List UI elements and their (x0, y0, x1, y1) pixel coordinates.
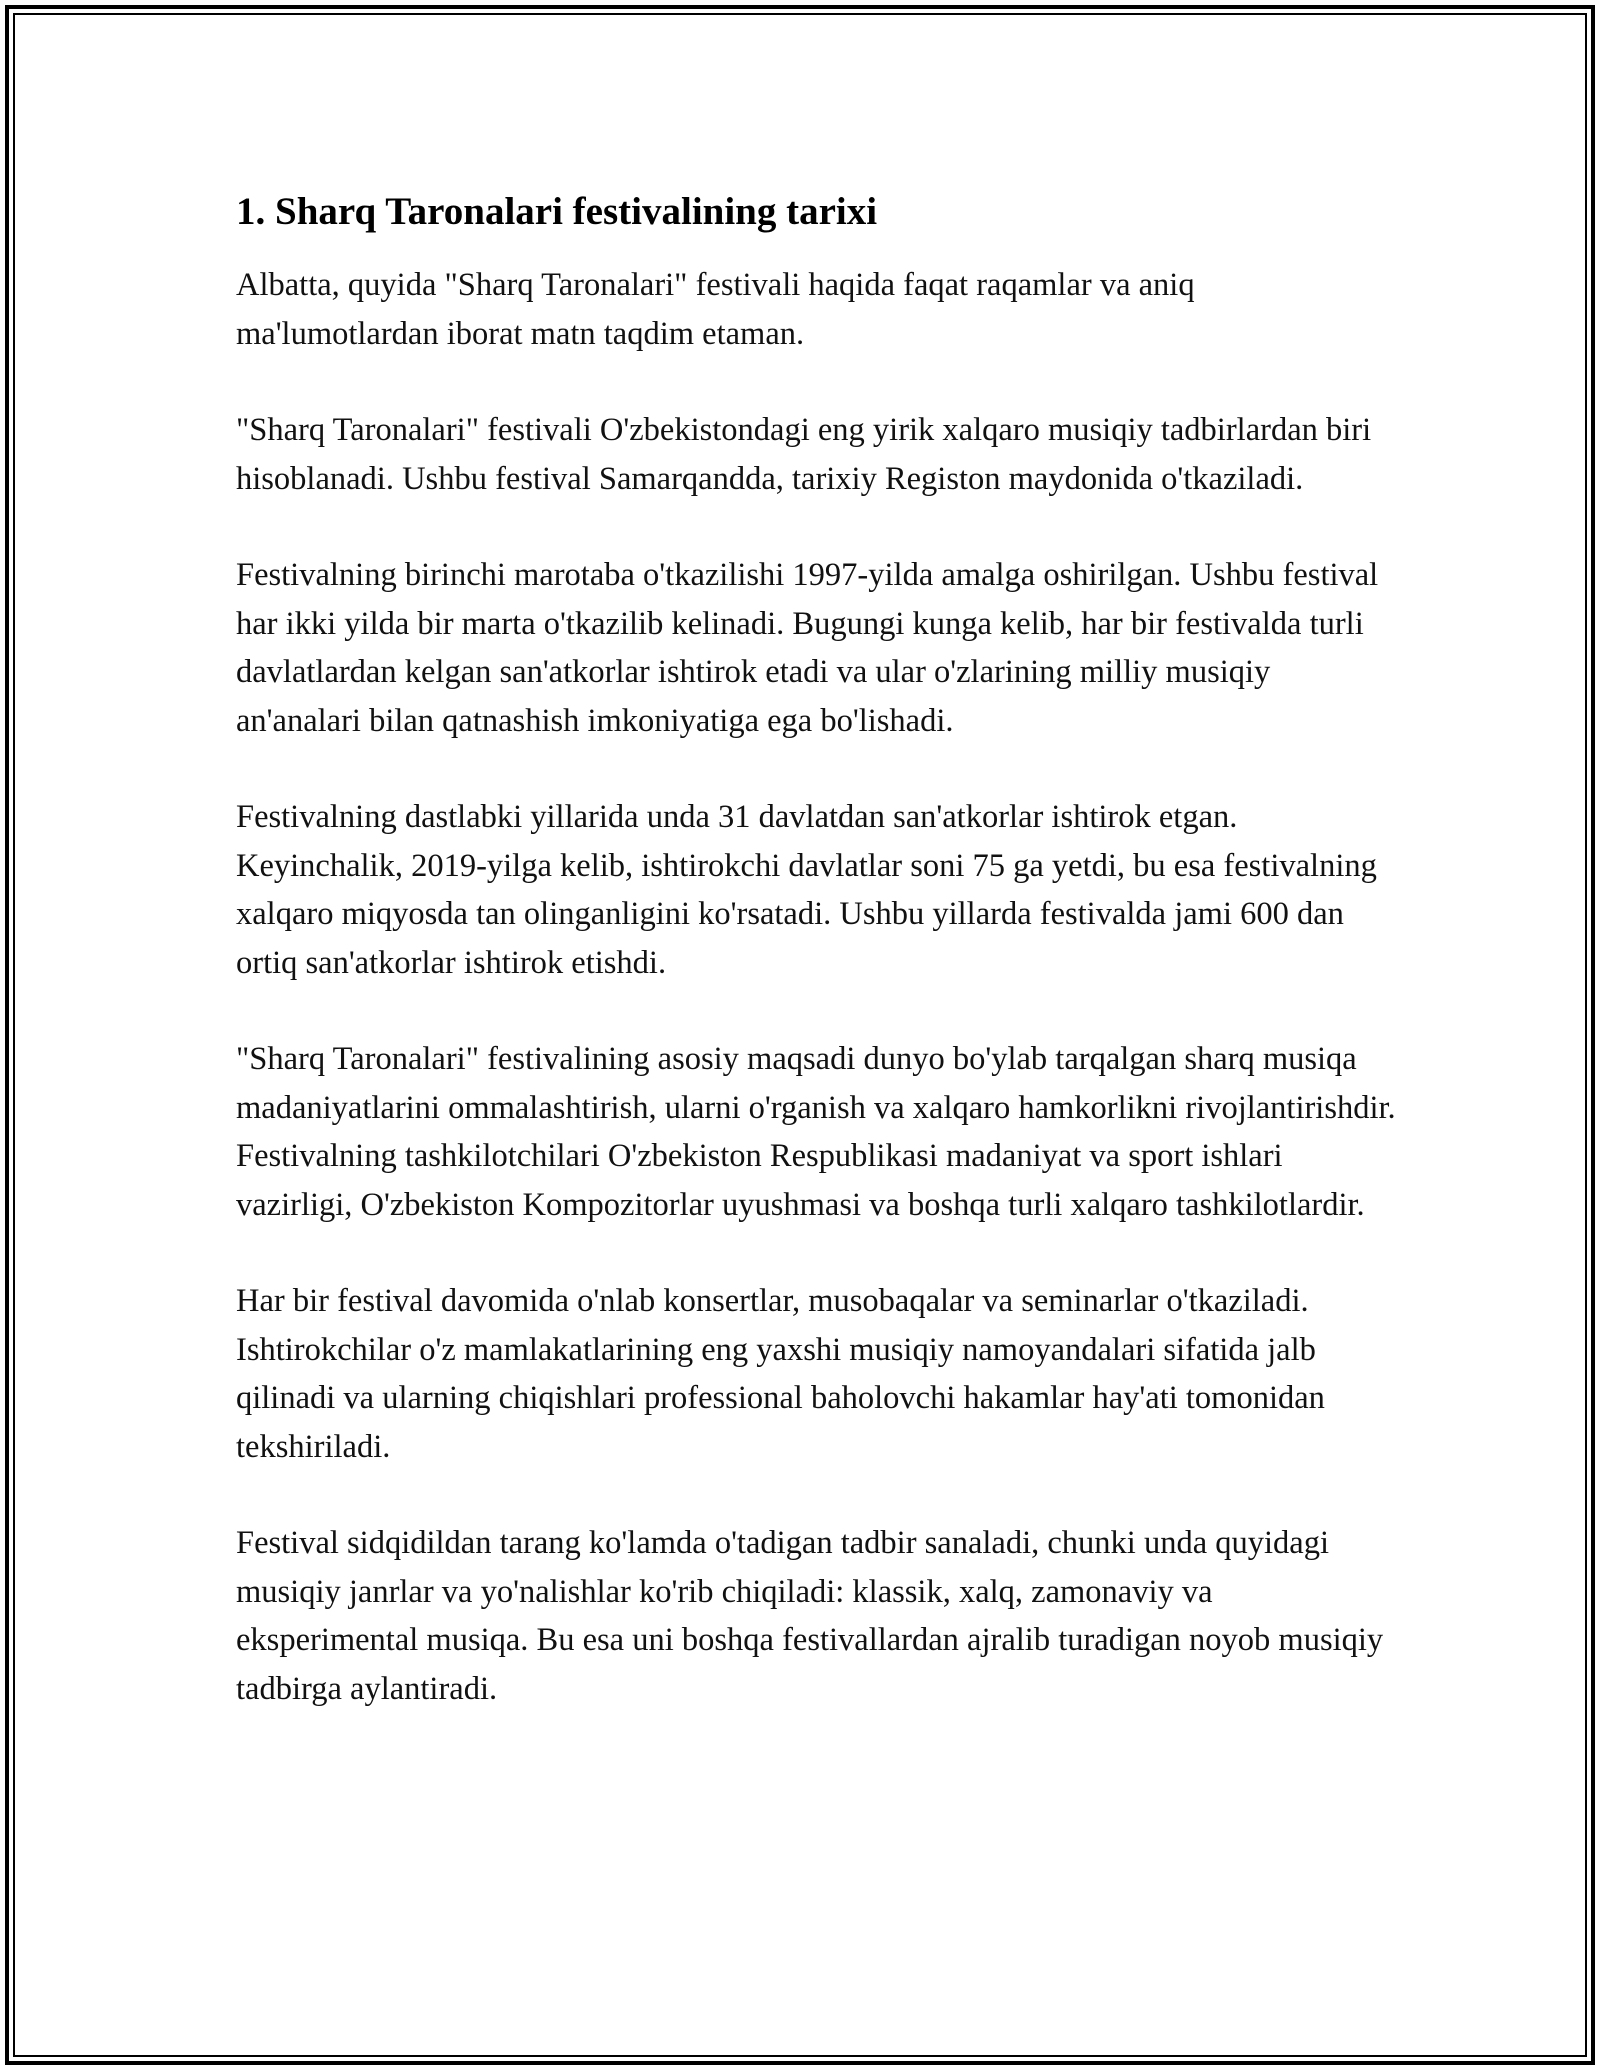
paragraph-genres: Festival sidqidildan tarang ko'lamda o'tadigan tadbir sanaladi, chunki unda quyidagi musiqiy janrlar va yo'nalishlar ko'rib chiqiladi: klassik, xalq, zamonaviy va eksperimental musiqa. Bu esa uni boshqa festivallardan ajralib turadigan noyob musiqiy tadbirga aylantiradi. (236, 1525, 1384, 1707)
document-body (236, 185, 1396, 1713)
paragraph-history: Festivalning birinchi marotaba o'tkazilishi 1997-yilda amalga oshirilgan. Ushbu festival har ikki yilda bir marta o'tkazilib kelinadi. Bugungi kunga kelib, har bir festivalda turli davlatlardan kelgan san'atkorlar ishtirok etadi va ular o'zlarining milliy musiqiy an'analari bilan qatnashish imkoniyatiga ega bo'lishadi. (236, 557, 1379, 739)
section-heading: 1. Sharq Taronalari festivalining tarixi (236, 190, 878, 233)
paragraph-intro: Albatta, quyida "Sharq Taronalari" festivali haqida faqat raqamlar va aniq ma'lumotlardan iborat matn taqdim etaman. (236, 267, 1195, 352)
paragraph-goals: "Sharq Taronalari" festivalining asosiy maqsadi dunyo bo'ylab tarqalgan sharq musiqa madaniyatlarini ommalashtirish, ularni o'rganish va xalqaro hamkorlikni rivojlantirishdir. Festivalning tashkilotchilari O'zbekiston Respublikasi madaniyat va sport ishlari vazirligi, O'zbekiston Kompozitorlar uyushmasi va boshqa turli xalqaro tashkilotlardir. (236, 1041, 1396, 1223)
paragraph-events: Har bir festival davomida o'nlab konsertlar, musobaqalar va seminarlar o'tkaziladi. Ishtirokchilar o'z mamlakatlarining eng yaxshi musiqiy namoyandalari sifatida jalb qilinadi va ularning chiqishlari professional baholovchi hakamlar hay'ati tomonidan tekshiriladi. (236, 1283, 1325, 1465)
paragraph-overview: "Sharq Taronalari" festivali O'zbekistondagi eng yirik xalqaro musiqiy tadbirlardan biri hisoblanadi. Ushbu festival Samarqandda, tarixiy Registon maydonida o'tkaziladi. (236, 412, 1372, 497)
paragraph-participants: Festivalning dastlabki yillarida unda 31 davlatdan san'atkorlar ishtirok etgan. Keyinchalik, 2019-yilga kelib, ishtirokchi davlatlar soni 75 ga yetdi, bu esa festivalning xalqaro miqyosda tan olinganligini ko'rsatadi. Ushbu yillarda festivalda jami 600 dan ortiq san'atkorlar ishtirok etishdi. (236, 799, 1377, 981)
